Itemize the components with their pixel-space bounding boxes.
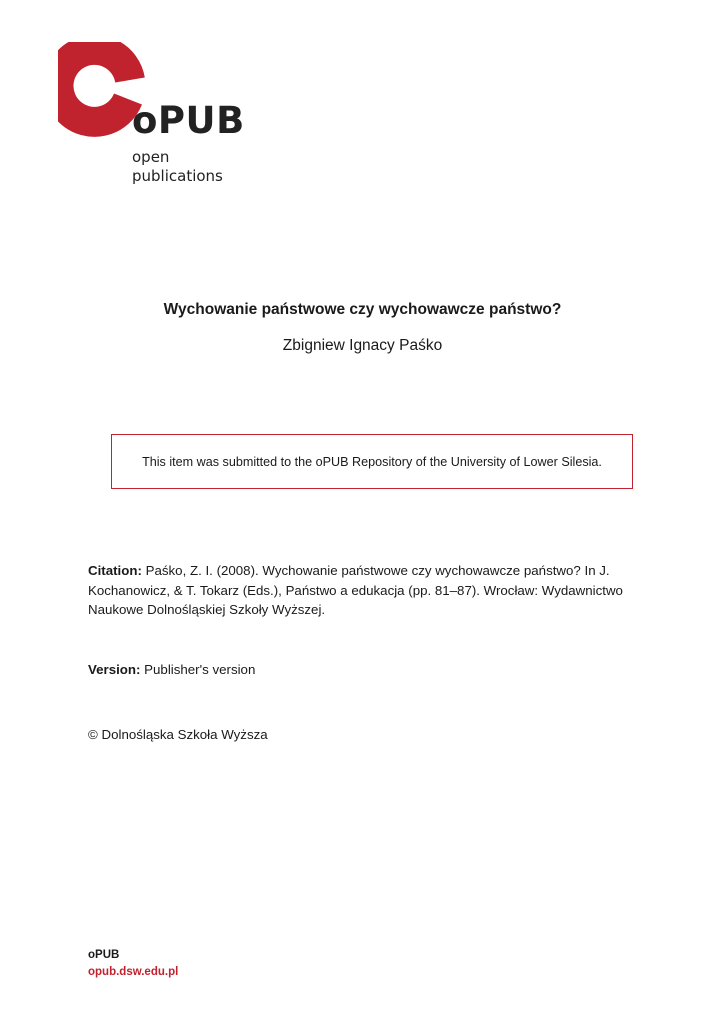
document-title: Wychowanie państwowe czy wychowawcze państwo? (163, 301, 562, 318)
opub-logo (58, 42, 258, 192)
citation-text: Paśko, Z. I. (2008). Wychowanie państwowe czy wychowawcze państwo? In J. Kochanowicz, & T. Tokarz (Eds.), Państwo a edukacja (pp. 81–87). Wrocław: Wydawnictwo Naukowe Dolnośląskiej Szkoły Wyższej. (88, 563, 623, 617)
version-label: Version: (88, 662, 141, 677)
logo-tagline-line2: publications (132, 167, 223, 185)
logo-tagline-line1: open (132, 148, 170, 166)
repository-notice-box (111, 434, 633, 489)
document-author: Zbigniew Ignacy Paśko (282, 337, 443, 354)
logo-tagline (132, 148, 223, 186)
version-text: Publisher's version (144, 662, 256, 677)
version-block (88, 662, 255, 677)
footer-repository-name: oPUB (88, 949, 120, 961)
copyright-notice: © Dolnośląska Szkoła Wyższa (88, 727, 268, 742)
repository-notice-text: This item was submitted to the oPUB Repository of the University of Lower Silesia. (142, 454, 602, 469)
footer-repository-link[interactable]: opub.dsw.edu.pl (88, 966, 179, 978)
citation-block (88, 561, 638, 620)
logo-wordmark: oPUB (132, 99, 245, 142)
citation-label: Citation: (88, 563, 142, 578)
